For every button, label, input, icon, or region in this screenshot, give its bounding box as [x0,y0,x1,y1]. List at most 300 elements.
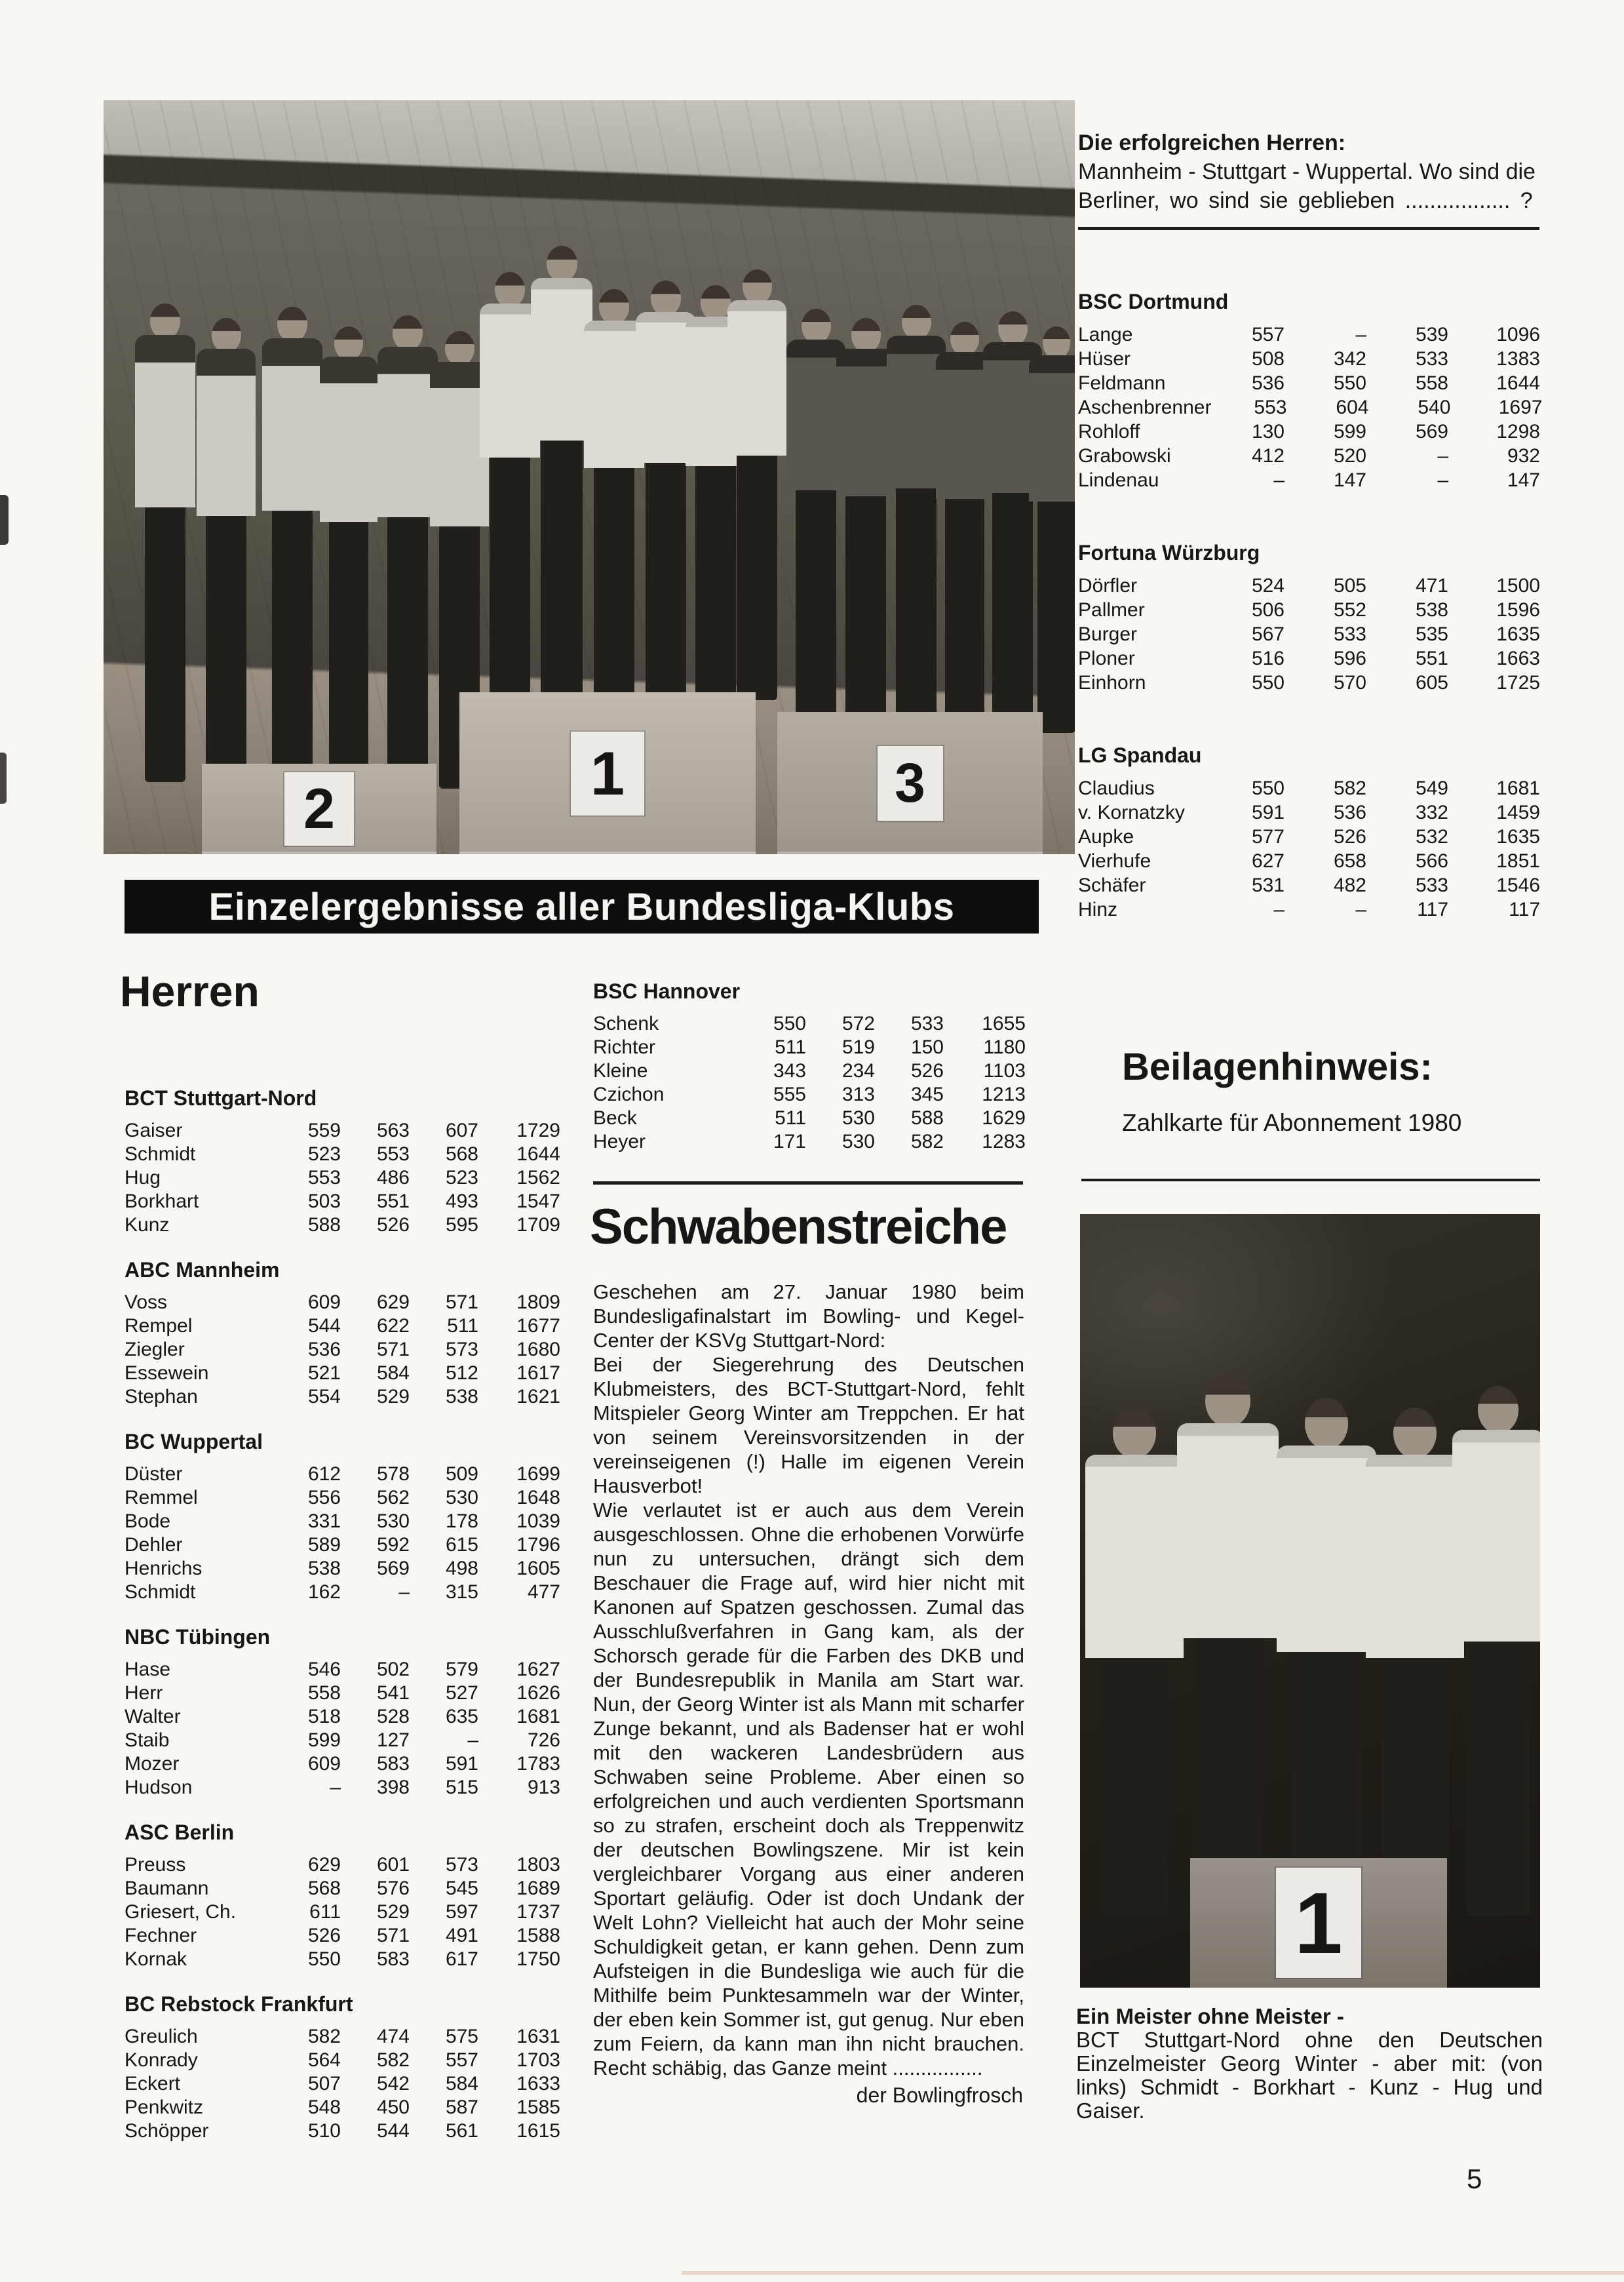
table-row [125,2096,560,2119]
score-value: – [1273,469,1285,491]
score-value: 726 [527,1729,560,1751]
table-row [125,1166,560,1190]
silhouette-head [334,326,363,361]
player-name: Baumann [125,1878,209,1899]
score-value: 526 [307,1925,341,1946]
table-row [1078,371,1540,395]
intro-block [1078,128,1542,215]
table-row [125,1581,560,1604]
score-value: 566 [1415,850,1448,872]
player-name: Herr [125,1682,163,1704]
player-name: Rempel [125,1315,193,1337]
player-name: Einhorn [1078,672,1146,694]
score-value: – [1437,445,1448,467]
person-silhouette [1277,1398,1376,1914]
score-value: 558 [1415,372,1448,394]
score-value: 526 [376,1214,410,1236]
score-value: 1809 [516,1291,560,1313]
player-name: Kunz [125,1214,170,1236]
table-row [125,1143,560,1166]
score-value: 520 [1333,445,1366,467]
player-name: Hug [125,1167,161,1189]
club-heading: BSC Hannover [593,979,741,1003]
table-row [125,1510,560,1533]
score-value: 1383 [1496,348,1540,370]
podium-block-2 [202,764,436,854]
score-value: 550 [307,1948,341,1970]
club-heading: ASC Berlin [125,1820,235,1844]
table-row [1078,622,1540,646]
score-value: 568 [445,1143,478,1165]
silhouette-legs [1467,1642,1529,1916]
player-name: Hinz [1078,899,1118,920]
player-name: Feldmann [1078,372,1166,394]
podium-number-card: 1 [1276,1868,1361,1978]
table-row [1078,598,1540,622]
score-value: 450 [376,2096,410,2118]
player-name: Bode [125,1510,171,1532]
score-value: 1635 [1496,826,1540,848]
table-row [125,1213,560,1237]
silhouette-legs [541,441,583,697]
score-value: 591 [445,1753,478,1775]
player-name: Henrichs [125,1558,203,1579]
club-heading: Fortuna Würzburg [1078,541,1260,564]
score-value: 147 [1333,469,1366,491]
silhouette-legs [845,496,885,728]
silhouette-shirt [1085,1455,1184,1658]
table-row [125,1533,560,1557]
silhouette-shirt [727,300,786,456]
podium-number-card: 3 [878,746,943,821]
table-row [1078,347,1540,371]
score-value: 544 [307,1315,341,1337]
score-value: 398 [376,1777,410,1798]
silhouette-head [851,318,881,353]
score-value: 550 [1251,672,1285,694]
article-paragraph: Wie verlautet ist er auch aus dem Verein ausgeschlossen. Ohne die erhobenen Vorwürfe nun zu untersuchen, drängt sich dem Beschauer die Frage auf, wird hier nicht mit Kanonen auf Spatzen geschossen. Zumal das Ausschlußverfahren in Gang kam, als der Schorsch gerade für die Farben des DKB und der Bundesrepublik in Manila am Start war. Nun, der Georg Winter ist als Mann mit scharfer Zunge bekannt, und als Badenser hat er wohl mit den wackeren Landesbrüdern aus Schwaben seine Probleme. Aber einen so erfolgreichen und auch verdienten Sportsmann so zu strafen, erscheint doch als Treppenwitz der deutschen Bowlingszene. Mir ist kein vergleichbarer Vorgang aus einer anderen Sportart geläufig. Oder ist doch Undank der Welt Lohn? Vielleicht hat auch der Mohr seine Schuldigkeit getan, er kann gehen. Denn zum Aufsteigen in die Bundesliga wie auch für die Mithilfe beim Punktesammeln war der Winter, der eben kein Sommer ist, gut genug. Nur eben zum Feiern, da kann man ihn nicht brauchen. Recht schäbig, das Ganze meint ................ [593,1499,1024,2079]
score-value: 474 [376,2026,410,2047]
score-value: 486 [376,1167,410,1189]
table-row [125,1752,560,1776]
score-value: 1180 [983,1036,1026,1058]
intro-line: Mannheim - Stuttgart - Wuppertal. Wo sind die [1078,159,1536,184]
player-name: Walter [125,1706,181,1727]
player-name: Aupke [1078,826,1134,848]
table-row [593,1012,1026,1036]
silhouette-head [651,281,681,316]
silhouette-legs [272,511,313,785]
player-name: Hase [125,1659,171,1680]
score-value: 171 [773,1131,806,1152]
player-name: Vierhufe [1078,850,1151,872]
score-value: 597 [445,1901,478,1923]
player-name: Schenk [593,1013,659,1034]
score-value: 332 [1415,802,1448,823]
score-value: 117 [1417,899,1448,920]
score-value: 526 [1333,826,1366,848]
silhouette-head [998,311,1028,346]
score-value: 315 [445,1581,478,1603]
score-value: 533 [1333,623,1366,645]
player-name: Hüser [1078,348,1131,370]
score-value: 1689 [516,1878,560,1899]
silhouette-head [495,272,525,307]
score-value: 533 [910,1013,944,1034]
score-value: 529 [376,1901,410,1923]
score-value: 1703 [516,2049,560,2071]
table-row [125,2072,560,2096]
player-name: Dehler [125,1534,183,1556]
silhouette-head [950,322,979,356]
score-value: 331 [307,1510,341,1532]
score-value: 582 [910,1131,944,1152]
score-value: 561 [445,2120,478,2142]
score-value: 519 [841,1036,875,1058]
table-row [593,1107,1026,1130]
score-value: 313 [841,1084,875,1105]
player-name: Fechner [125,1925,197,1946]
score-value: 1298 [1496,421,1540,443]
person-silhouette [1177,1375,1279,1912]
club-table [593,978,1026,1154]
club-table [125,1428,560,1604]
page-number: 5 [1467,2163,1482,2194]
score-value: 544 [376,2120,410,2142]
score-value: 1500 [1496,575,1540,597]
silhouette-head [445,331,474,366]
score-value: 588 [910,1107,944,1129]
score-value: 532 [1415,826,1448,848]
table-row [1078,897,1540,922]
score-value: 493 [445,1190,478,1212]
score-value: 559 [307,1120,341,1141]
score-value: 557 [1251,324,1285,345]
score-value: 1627 [516,1659,560,1680]
score-value: 1680 [516,1339,560,1360]
player-name: Stephan [125,1386,198,1407]
score-value: 552 [1333,599,1366,621]
divider-rule [1078,227,1539,230]
person-silhouette [1452,1386,1540,1916]
player-name: Dörfler [1078,575,1138,597]
club-table [1078,540,1540,695]
silhouette-shirt [197,349,256,516]
person-silhouette [262,307,322,785]
score-value: 1585 [516,2096,560,2118]
caption-title: Ein Meister ohne Meister - [1076,2004,1344,2028]
silhouette-shirt [1277,1446,1376,1652]
score-value: 510 [307,2120,341,2142]
score-value: 572 [841,1013,875,1034]
score-value: 658 [1333,850,1366,872]
silhouette-legs [387,517,429,789]
score-value: – [1355,324,1366,345]
score-value: 542 [376,2073,410,2095]
score-value: 1631 [516,2026,560,2047]
score-value: 150 [910,1036,944,1058]
table-row [1078,444,1540,468]
player-name: Ziegler [125,1339,185,1360]
table-row [125,1705,560,1729]
score-value: 568 [307,1878,341,1899]
score-value: 523 [307,1143,341,1165]
score-value: 1644 [516,1143,560,1165]
score-value: 1851 [1496,850,1540,872]
score-value: 482 [1333,875,1366,896]
score-value: 553 [376,1143,410,1165]
caption-text: BCT Stuttgart-Nord ohne den Deutschen Einzelmeister Georg Winter - aber mit: (von links) Schmidt - Borkhart - Kunz - Hug und Gaiser. [1076,2028,1543,2123]
score-value: 550 [1333,372,1366,394]
table-row [1078,776,1540,800]
club-heading: BC Rebstock Frankfurt [125,1992,353,2016]
silhouette-head [277,307,307,342]
score-value: 1635 [1496,623,1540,645]
score-value: – [1437,469,1448,491]
score-value: 589 [307,1534,341,1556]
table-row [1078,420,1540,444]
score-value: 548 [307,2096,341,2118]
player-name: Düster [125,1463,183,1485]
person-silhouette [135,304,195,782]
score-value: 584 [376,1362,410,1384]
score-value: 540 [1418,397,1451,418]
table-row [125,1853,560,1877]
person-silhouette [197,318,256,782]
score-value: 609 [307,1291,341,1313]
score-value: 1605 [516,1558,560,1579]
score-value: 601 [376,1854,410,1876]
score-value: 536 [1333,802,1366,823]
score-value: – [467,1729,478,1751]
player-name: Essewein [125,1362,209,1384]
silhouette-head [1043,326,1070,359]
score-value: 491 [445,1925,478,1946]
player-name: Lange [1078,324,1133,345]
score-value: 1783 [516,1753,560,1775]
table-row [125,1190,560,1213]
table-row [125,1658,560,1682]
player-name: Schmidt [125,1581,196,1603]
score-value: 535 [1415,623,1448,645]
table-row [1078,800,1540,825]
player-name: Lindenau [1078,469,1159,491]
score-value: 549 [1415,777,1448,799]
article-signature: der Bowlingfrosch [856,2083,1023,2107]
score-value: 573 [445,1854,478,1876]
silhouette-head [547,246,577,282]
score-value: 527 [445,1682,478,1704]
intro-line: Berliner, wo sind sie geblieben ................. ? [1078,188,1533,213]
silhouette-legs [1037,502,1075,733]
score-value: 582 [307,2026,341,2047]
score-value: 550 [773,1013,806,1034]
score-value: 507 [307,2073,341,2095]
score-value: 556 [307,1487,341,1508]
podium-number-card: 1 [571,732,644,816]
score-value: 609 [307,1753,341,1775]
silhouette-legs [594,468,635,698]
score-value: 555 [773,1084,806,1105]
table-row [1078,468,1540,492]
score-value: 546 [307,1659,341,1680]
table-row [125,2119,560,2143]
player-name: Preuss [125,1854,186,1876]
score-value: 1562 [516,1167,560,1189]
score-value: 583 [376,1948,410,1970]
person-silhouette [1366,1407,1464,1916]
score-value: 521 [307,1362,341,1384]
table-row [125,1119,560,1143]
table-row [125,1362,560,1385]
score-value: 516 [1251,648,1285,669]
score-value: 588 [307,1214,341,1236]
score-value: 1699 [516,1463,560,1485]
score-value: 571 [376,1925,410,1946]
podium-block-3 [777,712,1043,854]
table-row [125,1338,560,1362]
score-value: 512 [445,1362,478,1384]
article-paragraph: Geschehen am 27. Januar 1980 beim Bundesligafinalstart im Bowling- und Kegel-Center der KSVg Stuttgart-Nord: [593,1280,1024,1352]
score-value: 553 [307,1167,341,1189]
silhouette-shirt [377,347,438,517]
silhouette-shirt [1366,1455,1464,1658]
score-value: 530 [376,1510,410,1532]
player-name: Grabowski [1078,445,1171,467]
podium-number-card: 2 [284,772,354,846]
score-value: 569 [1415,421,1448,443]
silhouette-head [1478,1386,1518,1434]
score-value: 536 [1251,372,1285,394]
score-value: 509 [445,1463,478,1485]
score-value: 615 [445,1534,478,1556]
player-name: Pallmer [1078,599,1145,621]
score-value: 531 [1251,875,1285,896]
silhouette-head [599,289,629,325]
club-table [125,1257,560,1409]
score-value: 571 [445,1291,478,1313]
club-heading: ABC Mannheim [125,1258,280,1282]
table-row [593,1083,1026,1107]
score-value: 538 [307,1558,341,1579]
score-value: 913 [527,1777,560,1798]
player-name: Hudson [125,1777,193,1798]
score-value: 1633 [516,2073,560,2095]
score-value: 577 [1251,826,1285,848]
score-value: 571 [376,1339,410,1360]
table-row [125,1924,560,1948]
score-value: 576 [376,1878,410,1899]
score-value: 130 [1251,421,1285,443]
score-value: 1103 [983,1060,1026,1082]
person-silhouette [377,315,438,789]
score-value: 342 [1333,348,1366,370]
silhouette-legs [737,456,777,700]
table-row [1078,671,1540,695]
club-heading: LG Spandau [1078,743,1202,767]
score-value: 477 [527,1581,560,1603]
score-value: 622 [376,1315,410,1337]
score-value: 1629 [982,1107,1026,1129]
score-value: 345 [910,1084,944,1105]
silhouette-head [1205,1375,1250,1427]
score-value: 523 [445,1167,478,1189]
table-row [1078,574,1540,598]
silhouette-legs [329,522,368,785]
score-value: 1213 [982,1084,1026,1105]
player-name: Voss [125,1291,168,1313]
club-table [125,1991,560,2143]
intro-heading: Die erfolgreichen Herren: [1078,130,1346,155]
score-value: 117 [1509,899,1540,920]
score-value: 582 [376,2049,410,2071]
player-name: Penkwitz [125,2096,204,2118]
silhouette-shirt [1029,355,1075,502]
score-value: 573 [445,1339,478,1360]
score-value: 533 [1415,348,1448,370]
score-value: 1677 [516,1315,560,1337]
table-row [125,1314,560,1338]
silhouette-head [1393,1407,1437,1459]
scan-artifact [0,753,7,804]
silhouette-shirt [135,335,195,507]
score-value: 515 [445,1777,478,1798]
player-name: v. Kornatzky [1078,802,1185,823]
score-value: 529 [376,1386,410,1407]
score-value: 530 [841,1131,875,1152]
score-value: 162 [307,1581,341,1603]
table-row [125,2049,560,2072]
score-value: 127 [376,1729,410,1751]
score-value: 518 [307,1706,341,1727]
score-value: 605 [1415,672,1448,694]
table-row [125,1877,560,1900]
divider-rule [1081,1179,1540,1181]
score-value: 1655 [982,1013,1026,1034]
article-body [593,1280,1024,2080]
silhouette-head [802,309,831,344]
table-row [1078,323,1540,347]
silhouette-head [1113,1407,1156,1459]
score-value: 178 [445,1510,478,1532]
score-value: 551 [1415,648,1448,669]
score-value: 545 [445,1878,478,1899]
club-table [125,1624,560,1800]
silhouette-head [701,285,731,321]
table-row [125,1776,560,1800]
score-value: 343 [773,1060,806,1082]
score-value: 526 [910,1060,944,1082]
silhouette-legs [796,490,836,728]
club-heading: NBC Tübingen [125,1625,271,1649]
player-name: Rohloff [1078,421,1140,443]
club-table [125,1819,560,1971]
score-value: 503 [307,1190,341,1212]
player-name: Eckert [125,2073,181,2095]
beilage-heading: Beilagenhinweis: [1122,1046,1433,1088]
score-value: 604 [1336,397,1369,418]
score-value: 591 [1251,802,1285,823]
score-value: 575 [445,2026,478,2047]
score-value: 629 [376,1291,410,1313]
table-row [125,1291,560,1314]
player-name: Schöpper [125,2120,209,2142]
score-value: 570 [1333,672,1366,694]
player-name: Czichon [593,1084,665,1105]
score-value: 635 [445,1706,478,1727]
table-row [1078,395,1543,420]
player-name: Richter [593,1036,656,1058]
